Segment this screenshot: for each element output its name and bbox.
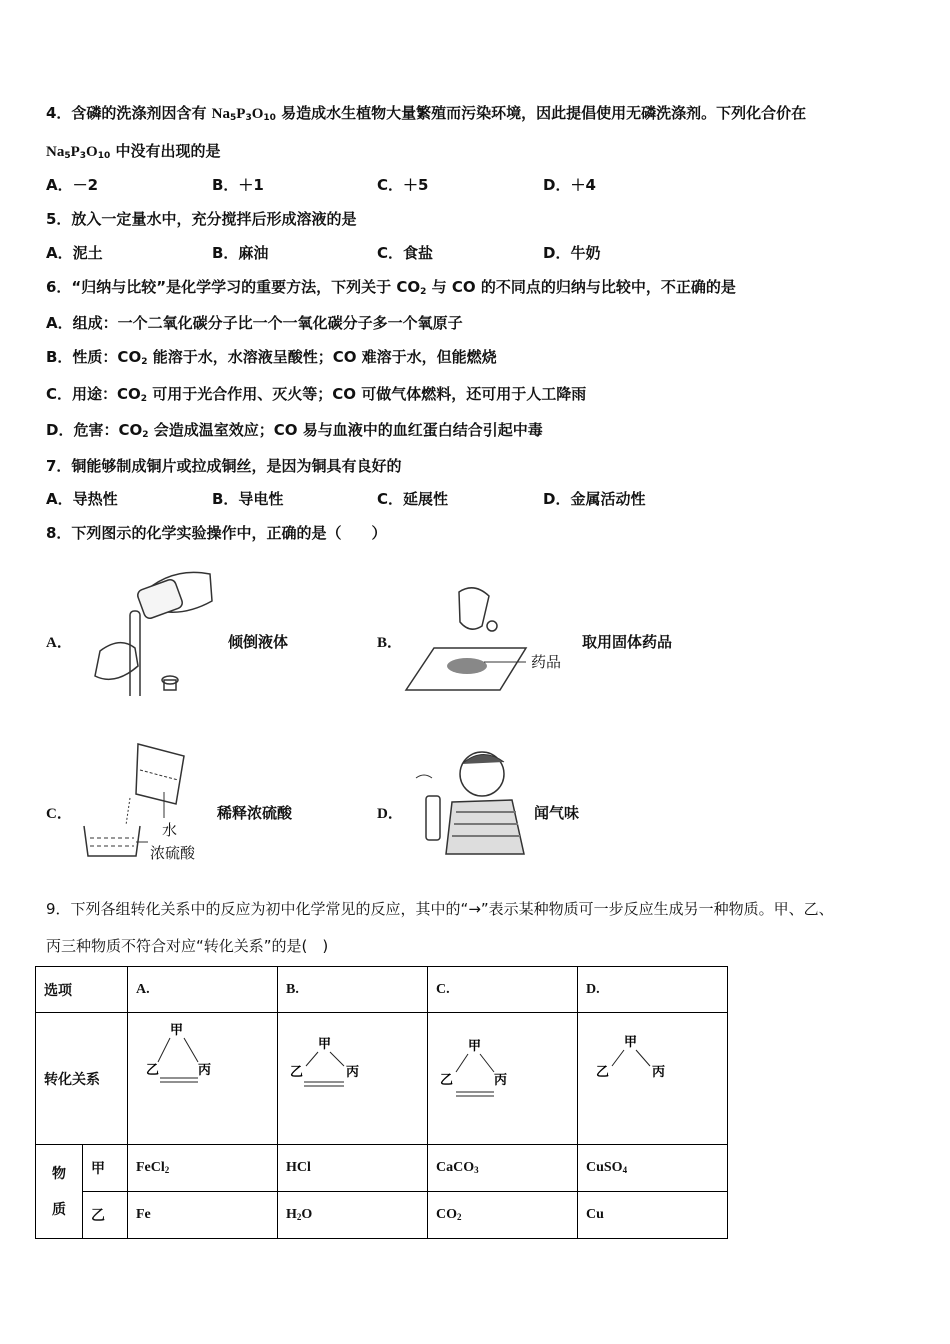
substance-label: 物 质: [36, 1145, 83, 1239]
acid-label: 浓硫酸: [150, 844, 196, 862]
cell-c-yi: $CO_2$: [428, 1192, 578, 1239]
svg-text:甲: 甲: [170, 1022, 184, 1038]
q6-option-d: D．危害：$CO_2$ 会造成温室效应；CO 易与血液中的血红蛋白结合引起中毒: [46, 421, 543, 440]
cell-c-jia: CaCO$_3$: [428, 1145, 578, 1192]
svg-text:甲: 甲: [318, 1036, 332, 1052]
q4-stem-line2: $Na_5P_3O_{10}$ 中没有出现的是: [46, 142, 221, 161]
solid-reagent-figure: [404, 582, 584, 694]
jia-row: [36, 1145, 728, 1192]
q4-option-a: A．－2: [46, 176, 99, 194]
pouring-liquid-figure: [80, 556, 220, 696]
q5-stem: 5．放入一定量水中，充分搅拌后形成溶液的是: [46, 210, 357, 228]
q7-option-b: B．导电性: [212, 490, 284, 508]
svg-text:乙: 乙: [146, 1062, 160, 1078]
svg-text:丙: 丙: [198, 1062, 212, 1078]
q6-option-c: C．用途：$CO_2$ 可用于光合作用、灭火等；CO 可做气体燃料，还可用于人工降雨: [46, 385, 587, 404]
header-b: B.: [278, 967, 428, 1013]
relation-row: [36, 1013, 728, 1145]
cell-b-yi: $H_2O$: [278, 1192, 428, 1239]
q6-option-b: B．性质：$CO_2$ 能溶于水，水溶液呈酸性；CO 难溶于水，但能燃烧: [46, 348, 497, 367]
relation-diagram-d: [578, 1013, 728, 1145]
q7-option-a: A．导热性: [46, 490, 118, 508]
q5-option-a: A．泥土: [46, 244, 103, 262]
water-label: 水: [162, 821, 178, 839]
q7-option-d: D．金属活动性: [543, 490, 646, 508]
cell-b-jia: HCl: [278, 1145, 428, 1192]
header-a: A.: [128, 967, 278, 1013]
svg-text:乙: 乙: [290, 1064, 304, 1080]
q6-option-a: A．组成：一个二氧化碳分子比一个一氧化碳分子多一个氧原子: [46, 314, 463, 332]
q5-option-d: D．牛奶: [543, 244, 601, 262]
cell-d-yi: Cu: [578, 1192, 728, 1239]
svg-text:丙: 丙: [346, 1064, 360, 1080]
smelling-figure: [412, 742, 532, 858]
header-d: D.: [578, 967, 728, 1013]
q8-letter-d: D．: [377, 806, 403, 822]
q8-letter-b: B．: [377, 635, 403, 651]
q4-option-d: D．＋4: [543, 176, 596, 194]
cell-d-jia: CuSO$_4$: [578, 1145, 728, 1192]
q5-option-c: C．食盐: [377, 244, 434, 262]
q5-option-b: B．麻油: [212, 244, 269, 262]
svg-text:甲: 甲: [624, 1034, 638, 1050]
relation-diagram-a: [128, 1013, 278, 1145]
yi-label: 乙: [83, 1192, 128, 1239]
header-option: 选项: [36, 967, 128, 1013]
q9-stem-line2: 丙三种物质不符合对应“转化关系”的是( ): [46, 937, 329, 955]
cell-a-yi: Fe: [128, 1192, 278, 1239]
q8-caption-b: 取用固体药品: [582, 633, 673, 651]
drug-label: 药品: [531, 653, 562, 671]
svg-text:乙: 乙: [596, 1064, 610, 1080]
q8-stem: 8．下列图示的化学实验操作中，正确的是（ ）: [46, 524, 387, 542]
q7-stem: 7．铜能够制成铜片或拉成铜丝，是因为铜具有良好的: [46, 457, 402, 475]
q9-table: [35, 966, 728, 1239]
q8-caption-c: 稀释浓硫酸: [217, 804, 293, 822]
table-header-row: [36, 967, 728, 1013]
q6-stem: 6．“归纳与比较”是化学学习的重要方法，下列关于 $CO_2$ 与 CO 的不同点的归纳与比较中，不正确的是: [46, 278, 736, 297]
svg-text:丙: 丙: [494, 1072, 508, 1088]
relation-diagram-b: [278, 1013, 428, 1145]
cell-a-jia: FeCl$_2$: [128, 1145, 278, 1192]
svg-text:甲: 甲: [468, 1038, 482, 1054]
q7-option-c: C．延展性: [377, 490, 449, 508]
q8-letter-a: A．: [46, 635, 72, 651]
q4-option-b: B．＋1: [212, 176, 264, 194]
q8-letter-c: C．: [46, 806, 72, 822]
yi-row: [36, 1192, 728, 1239]
svg-text:乙: 乙: [440, 1072, 454, 1088]
q8-caption-a: 倾倒液体: [228, 633, 289, 651]
q4-stem-line1: 4．含磷的洗涤剂因含有 $Na_5P_3O_{10}$ 易造成水生植物大量繁殖而污染环境，因此提倡使用无磷洗涤剂。下列化合价在: [46, 104, 807, 123]
relation-diagram-c: [428, 1013, 578, 1145]
jia-label: 甲: [83, 1145, 128, 1192]
q8-caption-d: 闻气味: [534, 804, 580, 822]
header-c: C.: [428, 967, 578, 1013]
relation-label: 转化关系: [36, 1013, 128, 1145]
q4-option-c: C．＋5: [377, 176, 429, 194]
svg-text:丙: 丙: [652, 1064, 666, 1080]
q9-stem-line1: 9．下列各组转化关系中的反应为初中化学常见的反应，其中的“→”表示某种物质可一步反应生成另一种物质。甲、乙、: [46, 900, 834, 918]
